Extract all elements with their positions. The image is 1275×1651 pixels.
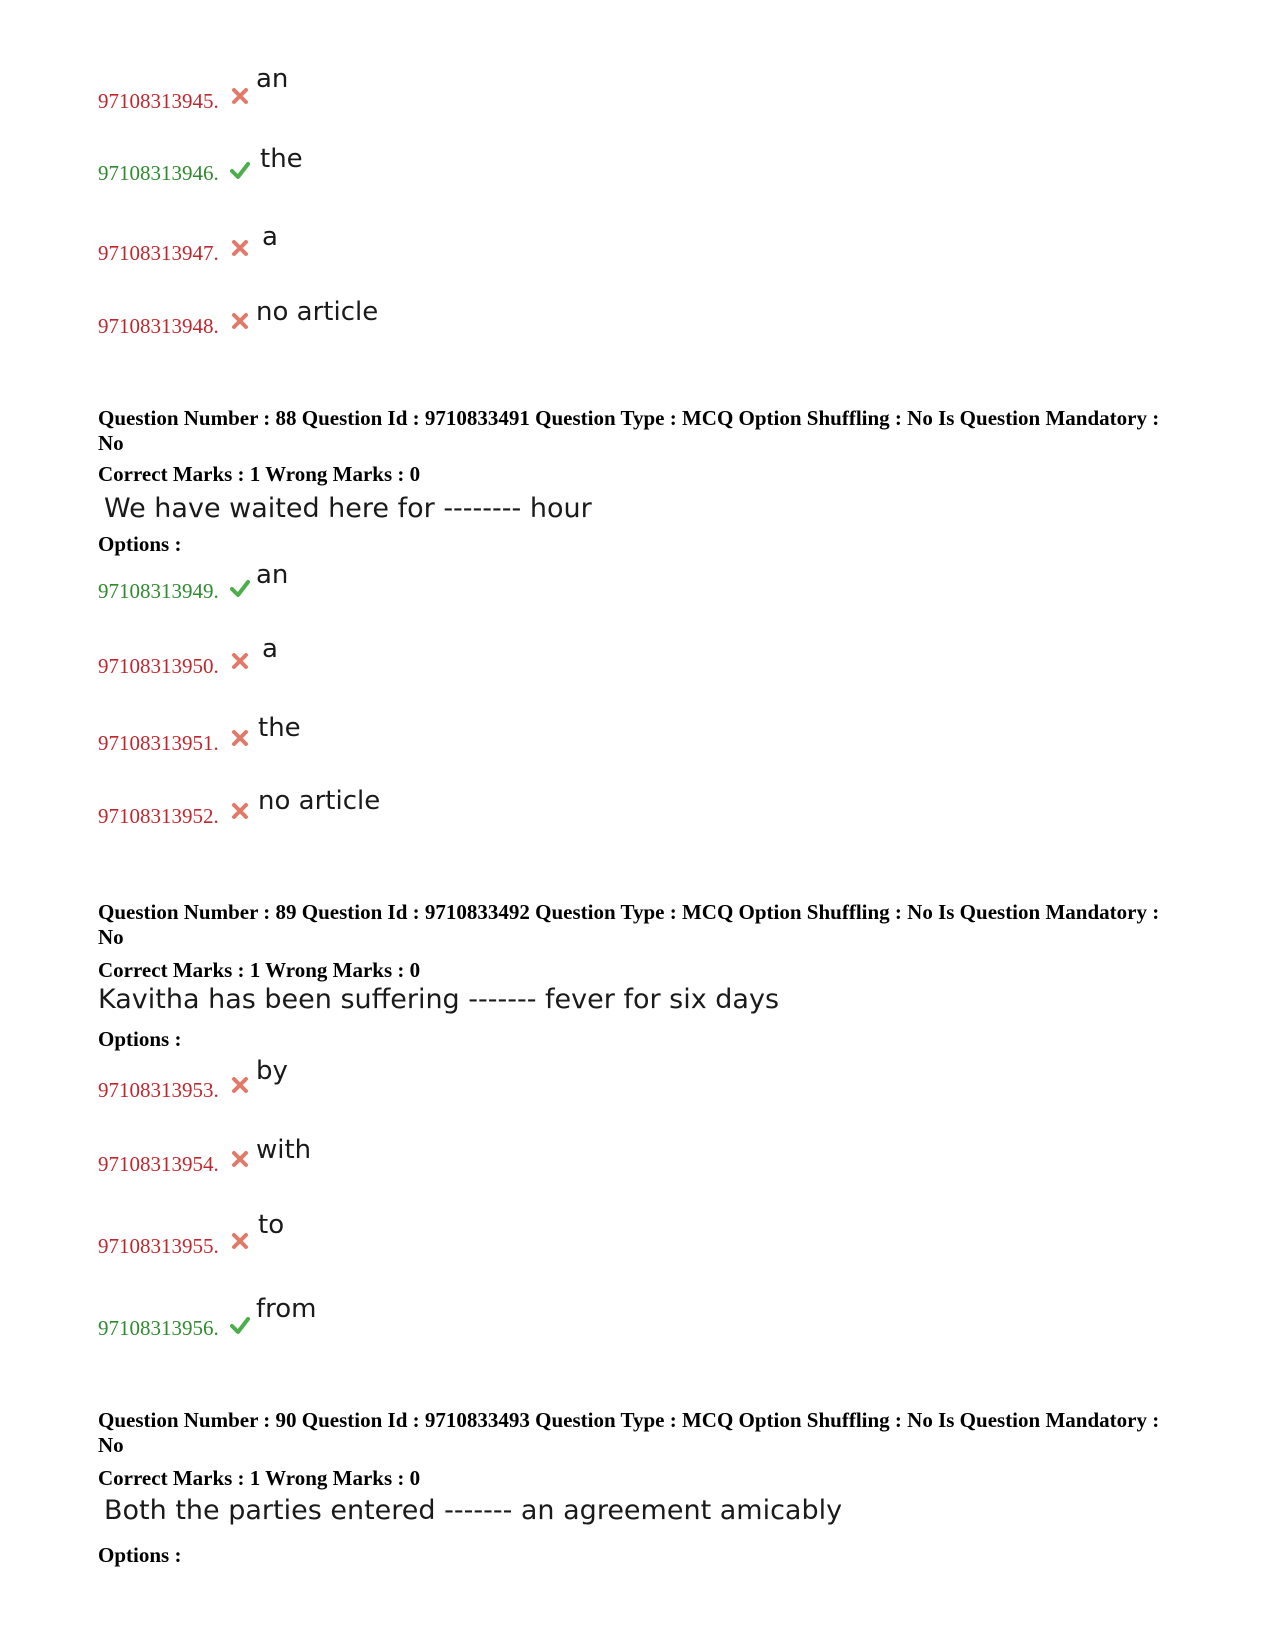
option-text: a bbox=[262, 222, 278, 252]
option-id: 97108313949. bbox=[98, 579, 219, 603]
question-header: Question Number : 90 Question Id : 9710833493 Question Type : MCQ Option Shuffling : No Is Question Mandatory : No bbox=[98, 1408, 1160, 1457]
option-id: 97108313945. bbox=[98, 89, 219, 113]
option-text: an bbox=[256, 560, 289, 590]
options-label: Options : bbox=[98, 532, 182, 556]
option-text: to bbox=[258, 1210, 285, 1240]
question-header: Question Number : 88 Question Id : 9710833491 Question Type : MCQ Option Shuffling : No Is Question Mandatory : No bbox=[98, 406, 1160, 455]
option-text: no article bbox=[258, 786, 381, 816]
cross-icon bbox=[230, 1231, 250, 1256]
options-label: Options : bbox=[98, 1543, 182, 1567]
question-text: Kavitha has been suffering ------- fever for six days bbox=[98, 984, 780, 1015]
option-id: 97108313952. bbox=[98, 804, 219, 828]
checkmark-icon bbox=[230, 160, 250, 185]
options-label: Options : bbox=[98, 1027, 182, 1051]
question-header: Question Number : 89 Question Id : 9710833492 Question Type : MCQ Option Shuffling : No Is Question Mandatory : No bbox=[98, 900, 1160, 949]
question-marks: Correct Marks : 1 Wrong Marks : 0 bbox=[98, 958, 421, 982]
cross-icon bbox=[230, 86, 250, 111]
option-text: an bbox=[256, 64, 289, 94]
option-text: the bbox=[258, 713, 301, 743]
option-text: no article bbox=[256, 297, 379, 327]
cross-icon bbox=[230, 1075, 250, 1100]
cross-icon bbox=[230, 311, 250, 336]
option-id: 97108313954. bbox=[98, 1152, 219, 1176]
option-id: 97108313956. bbox=[98, 1316, 219, 1340]
option-text: with bbox=[256, 1135, 312, 1165]
option-id: 97108313953. bbox=[98, 1078, 219, 1102]
option-id: 97108313946. bbox=[98, 161, 219, 185]
checkmark-icon bbox=[230, 1315, 250, 1340]
option-text: the bbox=[260, 144, 303, 174]
option-id: 97108313950. bbox=[98, 654, 219, 678]
option-id: 97108313951. bbox=[98, 731, 219, 755]
checkmark-icon bbox=[230, 578, 250, 603]
option-id: 97108313948. bbox=[98, 314, 219, 338]
cross-icon bbox=[230, 238, 250, 263]
option-text: by bbox=[256, 1056, 288, 1086]
question-text: We have waited here for -------- hour bbox=[104, 493, 592, 524]
cross-icon bbox=[230, 728, 250, 753]
cross-icon bbox=[230, 651, 250, 676]
option-text: from bbox=[256, 1294, 317, 1324]
option-id: 97108313955. bbox=[98, 1234, 219, 1258]
option-id: 97108313947. bbox=[98, 241, 219, 265]
cross-icon bbox=[230, 801, 250, 826]
question-text: Both the parties entered ------- an agreement amicably bbox=[104, 1495, 843, 1526]
option-text: a bbox=[262, 634, 278, 664]
cross-icon bbox=[230, 1149, 250, 1174]
question-marks: Correct Marks : 1 Wrong Marks : 0 bbox=[98, 462, 421, 486]
question-marks: Correct Marks : 1 Wrong Marks : 0 bbox=[98, 1466, 421, 1490]
